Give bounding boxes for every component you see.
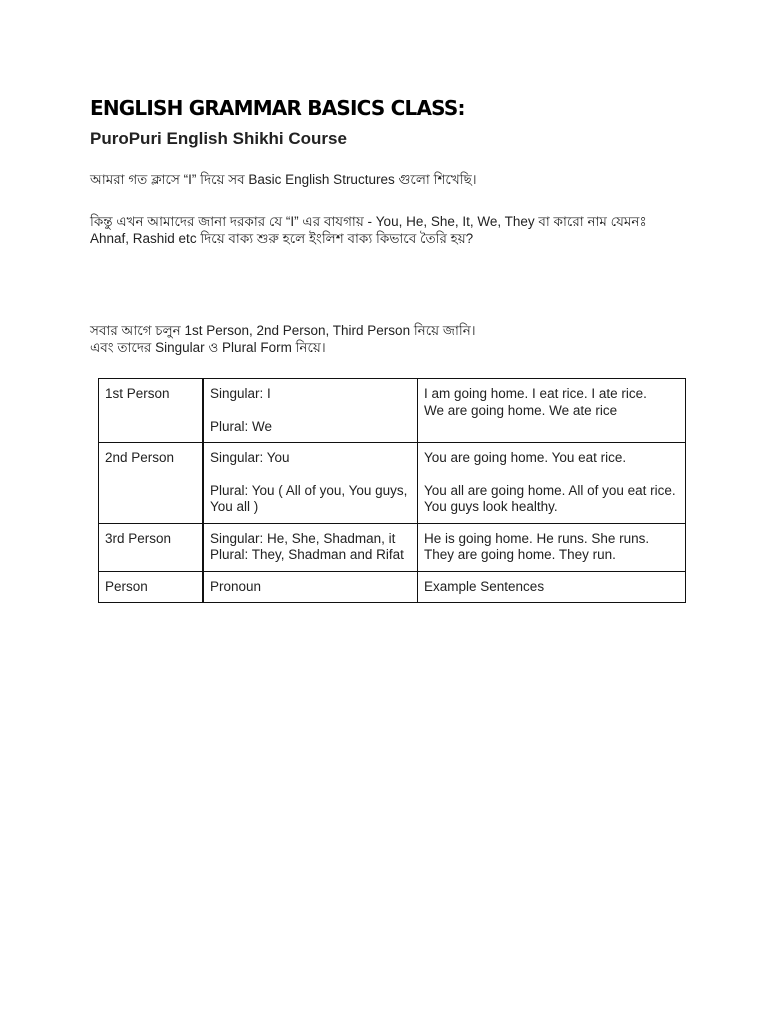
table-row-header-labels	[99, 571, 686, 603]
example-sentence-plural: You all are going home. All of you eat rice. You guys look healthy.	[424, 482, 676, 514]
table-header-pronoun: Pronoun	[203, 571, 418, 603]
person-label: 2nd Person	[105, 450, 175, 465]
page-subtitle: PuroPuri English Shikhi Course	[90, 129, 347, 148]
table-cell-person	[99, 379, 204, 443]
table-cell-person	[99, 443, 204, 524]
example-sentence-singular: You are going home. You eat rice.	[424, 450, 627, 465]
table-row-2nd-person	[99, 443, 686, 524]
question-paragraph	[90, 213, 647, 247]
table-cell-pronoun	[203, 523, 418, 571]
example-sentence-plural: We are going home. We ate rice	[424, 402, 618, 418]
person-label: 3rd Person	[105, 530, 172, 546]
person-label: 1st Person	[105, 386, 170, 401]
lead-in-line-1: সবার আগে চলুন 1st Person, 2nd Person, Third Person নিয়ে জানি।	[90, 323, 476, 338]
example-sentence-singular: He is going home. He runs. She runs.	[424, 530, 650, 546]
lead-in-line-2: এবং তাদের Singular ও Plural Form নিয়ে।	[90, 340, 326, 355]
example-sentence-singular: I am going home. I eat rice. I ate rice.	[424, 386, 647, 401]
person-pronoun-table	[98, 378, 686, 603]
table-row-3rd-person	[99, 523, 686, 571]
intro-paragraph	[90, 171, 477, 188]
singular-pronoun: Singular: You	[210, 450, 290, 465]
table-cell-person	[99, 523, 204, 571]
table-cell-example	[418, 443, 686, 524]
table-cell-pronoun	[203, 443, 418, 524]
singular-pronoun: Singular: He, She, Shadman, it	[210, 530, 396, 546]
question-line-2: Ahnaf, Rashid etc দিয়ে বাক্য শুরু হলে ইংলিশ বাক্য কিভাবে তৈরি হয়?	[90, 231, 474, 246]
page-title: ENGLISH GRAMMAR BASICS CLASS:	[90, 96, 465, 120]
table-cell-example	[418, 523, 686, 571]
table-cell-example	[418, 379, 686, 443]
table-row-1st-person	[99, 379, 686, 443]
plural-pronoun: Plural: We	[210, 418, 273, 434]
table-header-example: Example Sentences	[418, 571, 686, 603]
plural-pronoun: Plural: You ( All of you, You guys, You all )	[210, 482, 408, 514]
table-cell-pronoun	[203, 379, 418, 443]
example-sentence-plural: They are going home. They run.	[424, 547, 616, 562]
intro-line: আমরা গত ক্লাসে “I” দিয়ে সব Basic English Structures গুলো শিখেছি।	[90, 172, 477, 187]
table-header-person: Person	[99, 571, 204, 603]
lead-in-paragraph	[90, 322, 476, 356]
singular-pronoun: Singular: I	[210, 386, 271, 401]
question-line-1: কিন্তু এখন আমাদের জানা দরকার যে “I” এর বাযগায় - You, He, She, It, We, They বা কারো নাম যেমনঃ	[90, 214, 647, 229]
plural-pronoun: Plural: They, Shadman and Rifat	[210, 547, 404, 562]
